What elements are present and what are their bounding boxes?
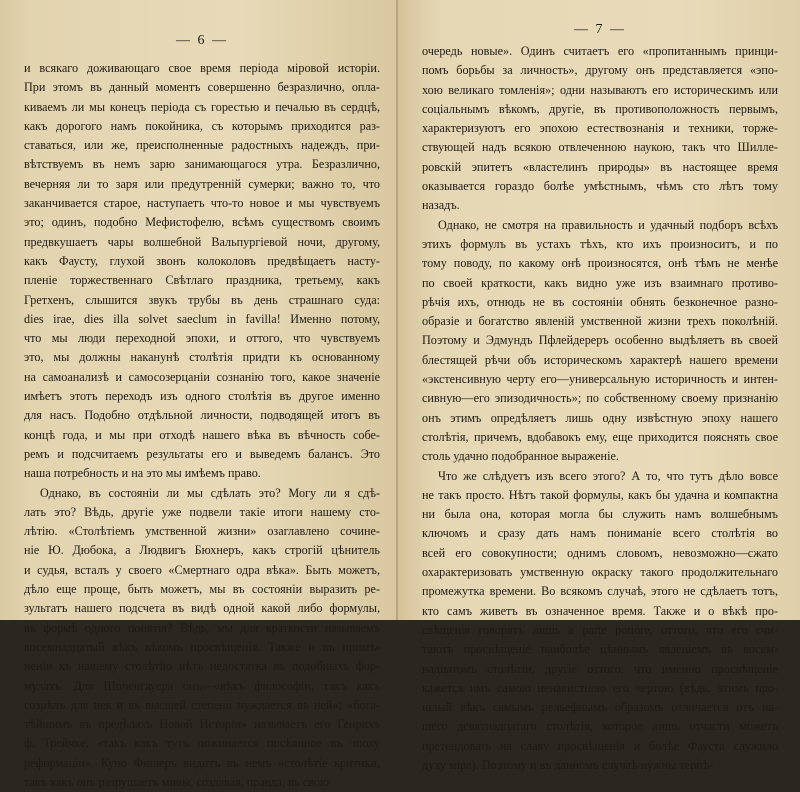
text-line: тому поводу, по какому онѣ произносятся, онѣ тѣмъ не менѣе — [422, 256, 778, 271]
text-line: охарактеризовать умственную окраску такого продолжительнаго — [422, 565, 778, 580]
text-line: пленіе торжественнаго Свѣтлаго праздника, третьему, какъ — [24, 273, 380, 288]
text-line: ф. Трейчке, «такъ какъ тутъ пожинается посѣянное въ эпоху — [24, 736, 380, 751]
text-line: ключомъ и сразу дать намъ пониманіе всего столѣтія во — [422, 526, 778, 541]
text-line: киваемъ ли мы конецъ періода съ горестью и печалью въ сердцѣ, — [24, 99, 380, 114]
text-line: «экстенсивную черту его—универсальную историчность и интен- — [422, 372, 778, 387]
right-page — [398, 0, 800, 772]
text-line: лать это? Вѣдь, другіе уже подвели такіе итоги нашему сто- — [24, 504, 380, 519]
paragraph — [24, 59, 380, 484]
text-line: dies irae, dies illa solvet saeclum in favilla! Именно потому, — [24, 311, 380, 326]
text-line: Что же слѣдуетъ изъ всего этого? А то, что тутъ дѣло вовсе — [438, 468, 778, 483]
text-line: шего девятнадцатаго столѣтія, которое лишь отчасти можетъ — [422, 719, 778, 734]
text-line: какъ Фаусту, глухой звонъ колоколовъ предвѣщаетъ насту- — [24, 253, 380, 268]
text-line: неніи къ нашему столѣтію нѣтъ недостатка въ подобныхъ фор- — [24, 659, 380, 674]
text-line: заканчивается старое, наступаетъ что-то новое и мы чувствуемъ — [24, 196, 380, 211]
text-line: имѣетъ этотъ переходъ изъ одного столѣтія въ другое именно — [24, 389, 380, 404]
text-line: и судья, всталъ у своего «Смертнаго одра вѣка». Быть можетъ, — [24, 562, 380, 577]
text-line: на самоанализѣ и самосозерцаніи сознанію того, какое значеніе — [24, 369, 380, 384]
text-line: таютъ просвѣщеніе наиболѣе цѣннымъ явленіемъ въ восем- — [422, 642, 778, 657]
text-line: предвкушаетъ чары волшебной Вальпургіевой ночи, другому, — [24, 234, 380, 249]
text-line: очередь новые». Одинъ считаетъ его «пропитаннымъ принци- — [422, 44, 778, 58]
text-line: шлый вѣкъ самымъ рельефнымъ образомъ отличается отъ на- — [422, 700, 778, 715]
text-line: что мы люди переходной эпохи, и оттого, что чувствуемъ — [24, 331, 380, 346]
text-line: наша потребность и на это мы имѣемъ право. — [24, 466, 261, 481]
text-line: столѣтія, причемъ, вдобавокъ ему, еще приходится пояснять свое — [422, 429, 778, 444]
left-page — [0, 0, 398, 789]
text-line: помъ борьбы за личность», другому онъ представляется «эпо- — [422, 63, 778, 78]
text-line: кажется имъ самою ненавистною его чертою (вѣдь, этимъ про- — [422, 680, 778, 695]
text-line: ремъ и подсчитаемъ результаты его и выведемъ балансъ. Это — [24, 446, 380, 461]
text-line: дѣло еще проще, быть можетъ, мы въ состояніи выразить ре- — [24, 582, 380, 597]
text-line: лѣтію. «Столѣтіемъ умственной жизни» озаглавлено сочине- — [24, 524, 380, 539]
text-line: столь удачно подобранное выраженіе. — [422, 449, 619, 464]
text-line: концѣ года, и мы при отходѣ нашего вѣка въ вѣчность собе- — [24, 427, 380, 442]
text-line: реформаціи». Куно Фишеръ видитъ въ немъ «столѣтіе критики, — [24, 755, 380, 770]
left-page-text — [24, 59, 380, 792]
right-page-text — [422, 42, 778, 775]
text-line: не такъ просто. Нѣтъ такой формулы, какъ бы удачна и компактна — [422, 487, 778, 502]
text-line: сивную—его эпизодичность»; по собственному своему признанію — [422, 391, 778, 406]
text-line: духу міра). Поэтому и въ данномъ случаѣ нужны терпѣ- — [422, 757, 714, 772]
text-line: При этомъ въ данный моментъ совершенно безразлично, опла- — [24, 80, 380, 95]
text-line: оказывается гораздо болѣе умѣстнымъ, чѣмъ сто лѣтъ тому — [422, 179, 778, 194]
paragraph — [422, 216, 778, 467]
text-line: ровскій эпитетъ «властелинъ природы» въ настоящее время — [422, 159, 778, 174]
text-line: всей его совокупности; однимъ словомъ, невозможно—сжато — [422, 545, 778, 560]
text-line: зультатъ нашего подсчета въ видѣ одной какой либо формулы, — [24, 601, 380, 616]
text-line: вѣтствуемъ въ немъ зарю занимающагося утра. Безразлично, — [24, 157, 380, 172]
page-number-right: — 7 — — [574, 22, 626, 37]
text-line: и всякаго доживающаго свое время періода міровой исторіи. — [24, 61, 380, 75]
text-line: онъ этимъ опредѣляетъ лишь одну извѣстную эпоху нашего — [422, 410, 778, 425]
text-line: соціальнымъ вѣкомъ, другіе, въ противоположность первымъ, — [422, 101, 778, 116]
text-line: тѣйшимъ въ предѣлахъ Новой Исторіи» называетъ его Генрихъ — [24, 717, 380, 732]
text-line: восемнадцатый вѣкъ вѣкомъ просвѣщенія. Также и въ примѣ- — [24, 639, 380, 654]
text-line: претендовать на славу просвѣщенія и болѣе Фауста служило — [422, 738, 778, 753]
text-line: назадъ. — [422, 198, 460, 213]
text-line: Однако, не смотря на правильность и удачный подборъ всѣхъ — [438, 217, 778, 232]
text-line: по своей краткости, какъ видно уже изъ взаимнаго противо- — [422, 275, 778, 290]
text-line: этихъ формулъ въ устахъ тѣхъ, кто ихъ произноситъ, и по — [422, 236, 778, 251]
text-line: для насъ. Подобно отдѣльной личности, подводящей итогъ въ — [24, 408, 380, 423]
paragraph — [422, 467, 778, 776]
page-number-left: — 6 — — [176, 33, 228, 48]
text-line: образіе и богатство явленій умственной жизни трехъ поколѣній. — [422, 314, 778, 329]
text-line: Гретхенъ, слышится звукъ трубы въ день страшнаго суда: — [24, 292, 380, 307]
text-line: ніе Ю. Дюбока, а Людвигъ Бюхнеръ, какъ строгій цѣнитель — [24, 543, 380, 558]
text-line: это; одинъ, подобно Мефистофелю, всѣмъ существомъ своимъ — [24, 215, 380, 230]
text-line: ни была она, которая могла бы служить намъ волшебнымъ — [422, 507, 778, 522]
text-line: созрѣлъ для нея и въ высшей степени нуждается въ ней»; «бога- — [24, 697, 380, 712]
text-line: вечерняя ли то заря или предутренній сумерки; важно то, что — [24, 176, 380, 191]
text-line: Однако, въ состояніи ли мы сдѣлать это? Могу ли я сдѣ- — [40, 485, 380, 500]
text-line: ставаться, или же, преисполненные радостныхъ надеждъ, при- — [24, 138, 380, 153]
text-line: блестящей рѣчи объ историческомъ характерѣ нашего времени — [422, 352, 778, 367]
text-line: хою великаго томленія»; одни называютъ его историческимъ или — [422, 82, 778, 97]
text-line: промежутка времени. Во всякомъ случаѣ, этого не сдѣлаетъ тотъ, — [422, 584, 778, 599]
paragraph — [24, 484, 380, 792]
text-line: характеризуютъ его эпохою естествознанія и техники, торже- — [422, 121, 778, 136]
text-line: какъ дорогого намъ покойника, съ которымъ приходится раз- — [24, 118, 380, 133]
text-line: мулахъ. Для Шопенгауера онъ—«вѣкъ философіи, такъ какъ — [24, 678, 380, 693]
paragraph — [422, 42, 778, 216]
text-line: это, мы должны наканунѣ столѣтія придти къ основанному — [24, 350, 380, 365]
text-line: кто самъ живетъ въ означенное время. Также и о вѣкѣ про- — [422, 603, 778, 618]
text-line: рѣчія ихъ, отнюдь не въ состояніи обнять безконечное разно- — [422, 294, 778, 309]
text-line: въ формѣ одного понятія? Вѣдь, мы для краткости называемъ — [24, 620, 380, 635]
text-line: Поэтому и Эдмундъ Пфлейдереръ особенно выдѣляетъ въ своей — [422, 333, 778, 348]
text-line: ствующей надъ всякою отвлеченною наукою, такъ что Шилле- — [422, 140, 778, 155]
text-line: надцатомъ столѣтіи, другіе оттого, что именно просвѣщеніе — [422, 661, 778, 676]
text-line: свѣщенія говорятъ лишь a parte potiore, оттого, что его счи- — [422, 622, 778, 637]
text-line: такъ какъ онъ разрушаетъ миѳы, создавая, правда, въ свою — [24, 774, 330, 789]
